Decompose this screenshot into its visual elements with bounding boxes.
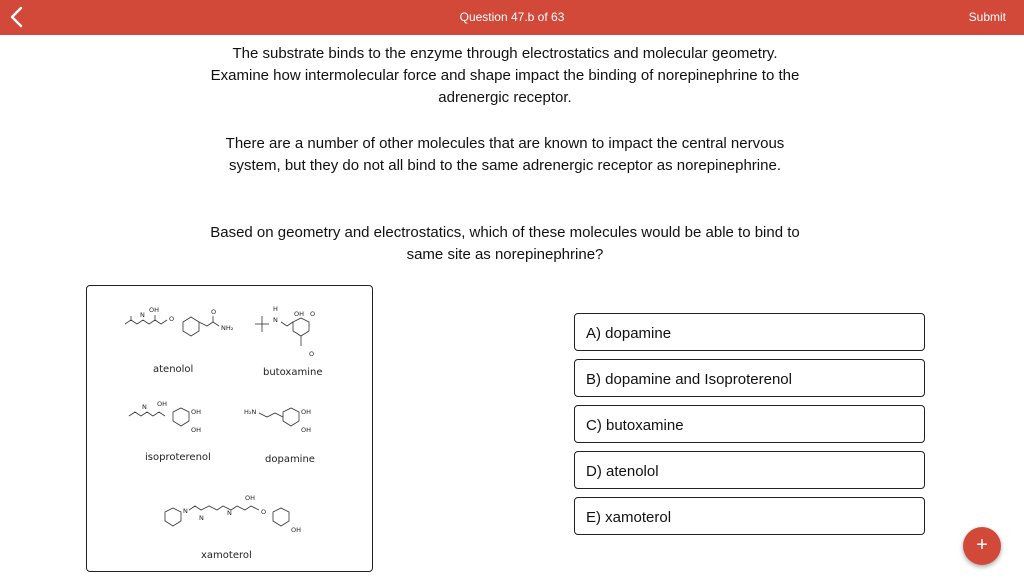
- top-bar: [0, 0, 1024, 35]
- add-button[interactable]: [963, 527, 1001, 565]
- svg-text:N: N: [199, 514, 204, 522]
- svg-text:H₂N: H₂N: [244, 408, 257, 416]
- svg-text:O: O: [261, 508, 267, 516]
- option-c-label: C) butoxamine: [586, 417, 684, 434]
- submit-button[interactable]: Submit: [968, 10, 1006, 24]
- atenolol-structure: [125, 306, 234, 375]
- option-d-label: D) atenolol: [586, 463, 659, 480]
- xamoterol-structure: [165, 494, 301, 561]
- xamoterol-label: xamoterol: [201, 550, 252, 561]
- svg-text:OH: OH: [301, 408, 312, 416]
- svg-text:OH: OH: [301, 426, 312, 434]
- svg-text:N: N: [273, 316, 278, 324]
- atenolol-label: atenolol: [153, 364, 194, 375]
- option-d[interactable]: [574, 451, 925, 489]
- prompt-paragraph-1: The substrate binds to the enzyme through electrostatics and molecular geometry. Examine how intermolecular force and shape impact the binding of norepinephrine to the adrenergic receptor.: [210, 45, 800, 106]
- butoxamine-structure: [255, 305, 322, 378]
- option-b[interactable]: [574, 359, 925, 397]
- molecule-figure: [86, 285, 373, 572]
- prompt-paragraph-2: There are a number of other molecules that are known to impact the central nervous system, but they do not all bind to the same adrenergic receptor as norepinephrine.: [225, 135, 785, 174]
- prompt-paragraph-3: Based on geometry and electrostatics, which of these molecules would be able to bind to same site as norepinephrine?: [210, 224, 800, 263]
- option-a-label: A) dopamine: [586, 325, 672, 342]
- svg-text:N: N: [142, 403, 147, 411]
- isoproterenol-label: isoproterenol: [145, 452, 211, 463]
- svg-text:OH: OH: [294, 310, 305, 318]
- svg-text:NH₂: NH₂: [221, 324, 234, 332]
- svg-text:OH: OH: [245, 494, 256, 502]
- svg-text:H: H: [273, 305, 278, 313]
- butoxamine-label: butoxamine: [263, 367, 323, 378]
- svg-text:OH: OH: [157, 400, 168, 408]
- option-e-label: E) xamoterol: [586, 509, 672, 526]
- svg-text:O: O: [309, 350, 315, 358]
- option-e[interactable]: [574, 497, 925, 535]
- svg-text:OH: OH: [191, 426, 202, 434]
- svg-text:O: O: [310, 310, 316, 318]
- question-title: Question 47.b of 63: [459, 10, 565, 24]
- svg-text:N: N: [227, 509, 232, 517]
- svg-text:N: N: [183, 507, 188, 515]
- option-c[interactable]: [574, 405, 925, 443]
- dopamine-label: dopamine: [265, 454, 315, 465]
- molecule-structures: [87, 286, 372, 571]
- svg-text:O: O: [211, 308, 217, 316]
- dopamine-structure: [244, 408, 315, 465]
- svg-text:OH: OH: [149, 306, 160, 314]
- svg-text:O: O: [169, 315, 175, 323]
- option-a[interactable]: [574, 313, 925, 351]
- svg-text:N: N: [140, 311, 145, 319]
- option-b-label: B) dopamine and Isoproterenol: [586, 371, 792, 388]
- svg-text:OH: OH: [291, 526, 302, 534]
- isoproterenol-structure: [129, 400, 211, 463]
- plus-icon: +: [976, 534, 988, 556]
- svg-text:OH: OH: [191, 408, 202, 416]
